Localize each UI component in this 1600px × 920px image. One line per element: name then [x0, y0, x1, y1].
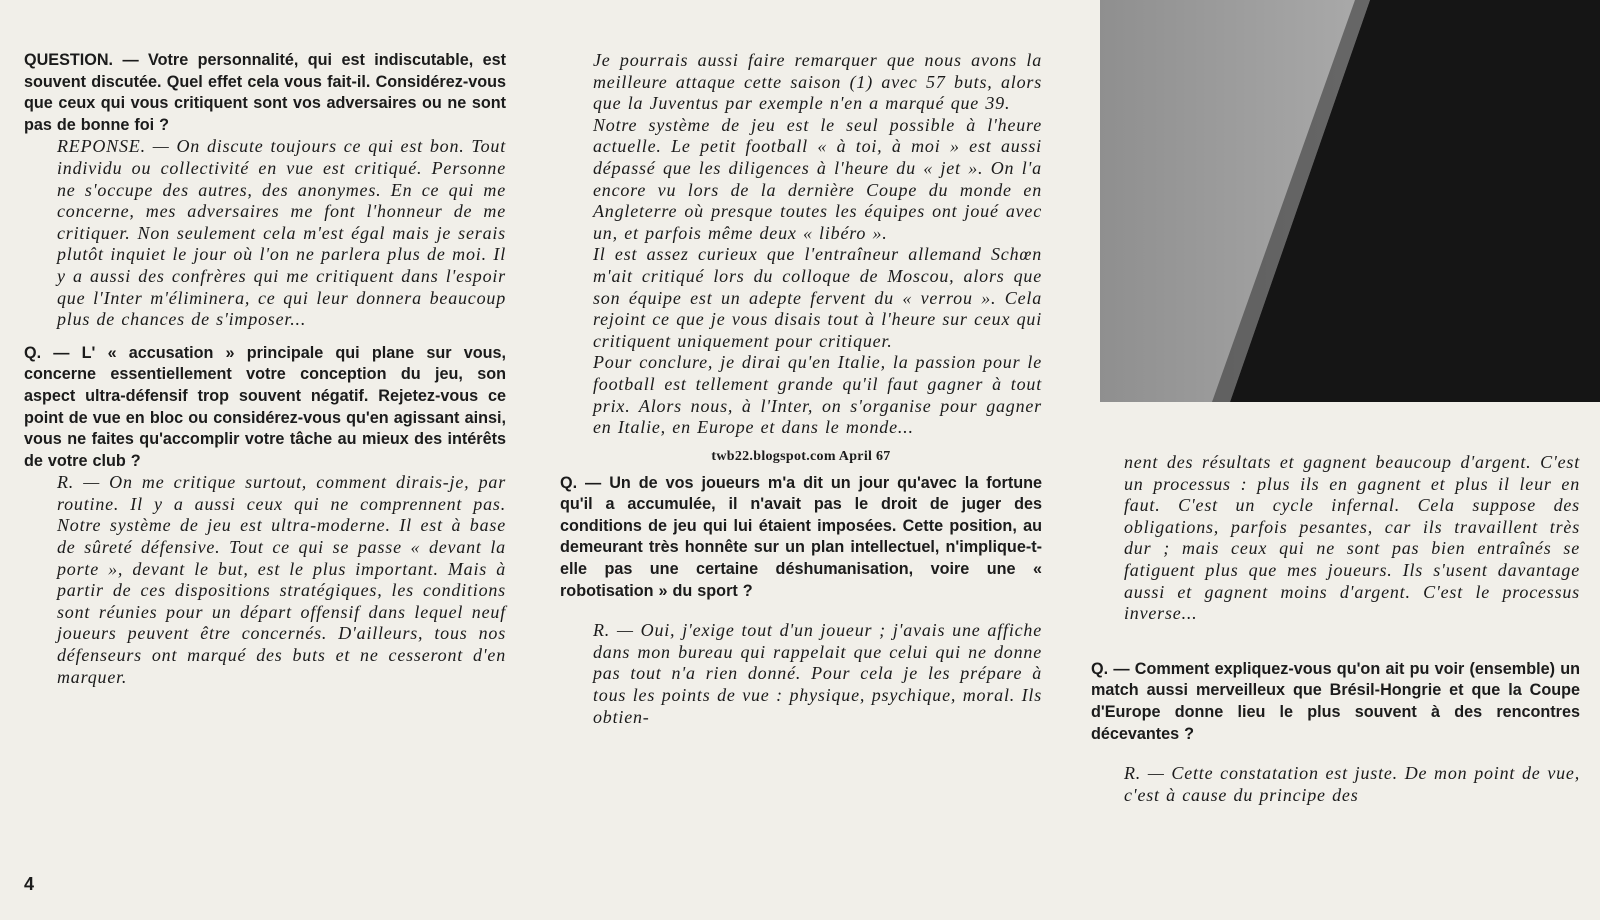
answer-3: R. — Oui, j'exige tout d'un joueur ; j'avais une affiche dans mon bureau qui rappelait que celui qui ne donne pas tout n'a rien donné. Pour cela je les prépare à tous les points de vue : physique, psychique, moral. Ils obtien- — [593, 620, 1042, 727]
article-column-3 — [1091, 452, 1580, 806]
question-1: QUESTION. — Votre personnalité, qui est indiscutable, est souvent discutée. Quel effet cela vous fait-il. Considérez-vous que ceux qui vous critiquent sont vos adversaires ou ne sont pas de bonne foi ? — [24, 51, 506, 134]
answer-4: R. — Cette constatation est juste. De mon point de vue, c'est à cause du principe des — [1124, 763, 1580, 805]
question-3: Q. — Un de vos joueurs m'a dit un jour qu'avec la fortune qu'il a accumulée, il n'avait pas le droit de juger des conditions de jeu qui lui étaient imposées. Cette position, au demeurant très honnête sur un plan intellectuel, n'implique-t-elle pas une certaine déshumanisation, voire une « robotisation » du sport ? — [560, 473, 1042, 600]
answer-2-continued-2: Notre système de jeu est le seul possible à l'heure actuelle. Le petit football « à toi, à moi » est aussi dépassé que les diligences à l'heure du « jet ». On l'a encore vu lors de la dernière Coupe du monde en Angleterre où presque toutes les équipes ont joué avec un, et parfois même deux « libéro ». — [593, 114, 1042, 243]
question-4: Q. — Comment expliquez-vous qu'on ait pu voir (ensemble) un match aussi merveilleux que Brésil-Hongrie et que la Coupe d'Europe donne lieu le plus souvent à des rencontres décevantes ? — [1091, 659, 1580, 743]
answer-2: R. — On me critique surtout, comment dirais-je, par routine. Il y a aussi ceux qui ne comprennent pas. Notre système de jeu est ultra-moderne. Il est à base de sûreté défensive. Tout ce qui se passe « devant la porte », devant le but, est le plus important. Mais à partir de ces dispositions stratégiques, les conditions sont réunies pour un départ offensif dans lequel neuf joueurs peuvent être concernés. D'ailleurs, tous nos défenseurs ont marqué des buts et ne cesseront d'en marquer. — [57, 472, 506, 687]
page-number: 4 — [24, 874, 35, 894]
article-column-2 — [560, 50, 1042, 728]
blog-credit: twb22.blogspot.com April 67 — [711, 448, 891, 464]
question-2: Q. — L' « accusation » principale qui plane sur vous, concerne essentiellement votre conception du jeu, son aspect ultra-défensif trop souvent négatif. Rejetez-vous ce point de vue en bloc ou considérez-vous qu'en agissant ainsi, vous ne faites qu'accomplir votre tâche au mieux des intérêts de votre club ? — [24, 343, 506, 470]
answer-2-continued-1: Je pourrais aussi faire remarquer que nous avons la meilleure attaque cette saison (1) avec 57 buts, alors que la Juventus par exemple n'en a marqué que 39. — [593, 50, 1042, 114]
answer-3-continued: nent des résultats et gagnent beaucoup d'argent. C'est un processus : plus ils en gagnent et plus il leur en faut. C'est un cycle infernal. Cela suppose des obligations, parfois pesantes, car ils travaillent très dur ; mais ceux qui ne sont pas bien entraînés se fatiguent plus que mes joueurs. Ils s'usent davantage aussi et gagnent moins d'argent. C'est le processus inverse... — [1124, 452, 1580, 624]
photo-image — [1100, 0, 1600, 402]
answer-2-continued-3: Il est assez curieux que l'entraîneur allemand Schœn m'ait critiqué lors du colloque de Moscou, alors que son équipe est un adepte fervent du « verrou ». Cela rejoint ce que je vous disais tout à l'heure sur ceux qui critiquent uniquement pour critiquer. — [593, 244, 1042, 351]
photo — [1100, 0, 1600, 402]
article-column-1 — [24, 50, 506, 688]
answer-1: REPONSE. — On discute toujours ce qui est bon. Tout individu ou collectivité en vue est critiqué. Personne ne s'occupe des autres, des anonymes. En ce qui me concerne, mes adversaires me font l'honneur de me critiquer. Non seulement cela m'est égal mais je serais plutôt inquiet le jour où l'on ne parlera plus de moi. Il y a aussi des confrères qui me critiquent dans l'espoir que l'Inter m'éliminera, ce qui leur donnera beaucoup plus de chances de s'imposer... — [57, 136, 506, 330]
answer-2-continued-4: Pour conclure, je dirai qu'en Italie, la passion pour le football est tellement grande qu'il faut gagner à tout prix. Alors nous, à l'Inter, on s'organise pour gagner en Italie, en Europe et dans le monde... — [593, 352, 1042, 438]
